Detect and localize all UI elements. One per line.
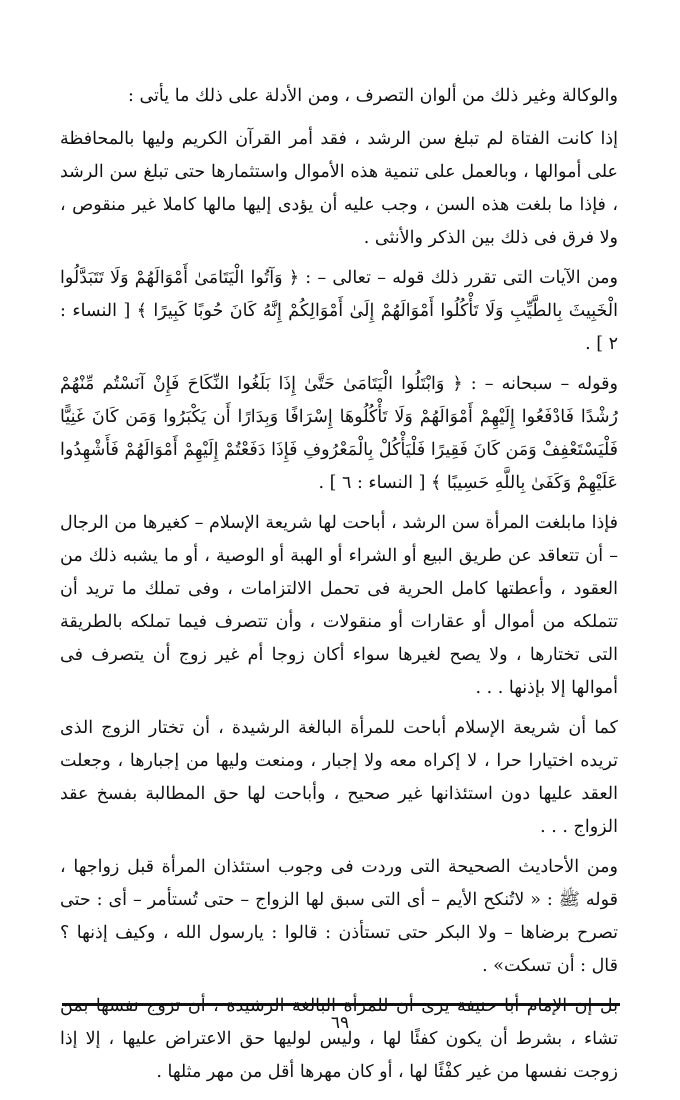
paragraph-5: فإذا مابلغت المرأة سن الرشد ، أباحت لها شريعة الإسلام – كغيرها من الرجال – أن تتعاقد عن طريق البيع أو الشراء أو الهبة أو الوصية ، أو ما يشبه ذلك من العقود ، وأعطتها كامل الحرية فى تحمل الالتزامات ، وفى تملك ما تريد أن تتملكه من أموال أو عقارات أو منقولات ، وأن تتصرف فيما تملكه بالطريقة التى تختارها ، ولا يصح لغيرها سواء أكان زوجا أم غير زوج أن يتصرف فى أموالها إلا بإذنها . . .	[60, 513, 618, 698]
paragraph-3-quran-verse: ومن الآيات التى تقرر ذلك قوله – تعالى – : ﴿ وَآتُوا الْيَتَامَىٰ أَمْوَالَهُمْ وَلَا تَتَبَدَّلُوا الْخَبِيثَ بِالطَّيِّبِ وَلَا تَأْكُلُوا أَمْوَالَهُمْ إِلَىٰ أَمْوَالِكُمْ إِنَّهُ كَانَ حُوبًا كَبِيرًا ﴾ [ النساء : ٢ ] .	[60, 268, 618, 354]
body-text	[60, 80, 618, 1096]
paragraph-2: إذا كانت الفتاة لم تبلغ سن الرشد ، فقد أمر القرآن الكريم وليها بالمحافظة على أموالها ، وبالعمل على تنمية هذه الأموال واستثمارها حتى تبلغ سن الرشد ، فإذا ما بلغت هذه السن ، وجب عليه أن يؤدى إليها مالها كاملا غير منقوص ، ولا فرق فى ذلك بين الذكر والأنثى .	[60, 129, 618, 248]
paragraph-4-quran-verse: وقوله – سبحانه – : ﴿ وَابْتَلُوا الْيَتَامَىٰ حَتَّىٰ إِذَا بَلَغُوا النِّكَاحَ فَإِنْ آنَسْتُم مِّنْهُمْ رُشْدًا فَادْفَعُوا إِلَيْهِمْ أَمْوَالَهُمْ وَلَا تَأْكُلُوهَا إِسْرَافًا وَبِدَارًا أَن يَكْبَرُوا وَمَن كَانَ غَنِيًّا فَلْيَسْتَعْفِفْ وَمَن كَانَ فَقِيرًا فَلْيَأْكُلْ بِالْمَعْرُوفِ فَإِذَا دَفَعْتُمْ إِلَيْهِمْ أَمْوَالَهُمْ فَأَشْهِدُوا عَلَيْهِمْ وَكَفَىٰ بِاللَّهِ حَسِيبًا ﴾ [ النساء : ٦ ] .	[60, 374, 618, 493]
paragraph-8: بل إن الإمام أبا حنيفة يرى أن للمرأة البالغة الرشيدة ، أن تزوج نفسها بمن تشاء ، بشرط أن يكون كفئًا لها ، وليس لوليها حق الاعتراض عليها ، إلا إذا زوجت نفسها من غير كفْئًا لها ، أو كان مهرها أقل من مهر مثلها .	[60, 996, 618, 1082]
paragraph-7-hadith: ومن الأحاديث الصحيحة التى وردت فى وجوب استئذان المرأة قبل زواجها ، قوله ﷺ : « لاتُنكح الأيم – أى التى سبق لها الزواج – حتى تُستأمر – أى : حتى تصرح برضاها – ولا البكر حتى تستأذن : قالوا : يارسول الله ، وكيف إذنها ؟ قال : أن تسكت» .	[60, 857, 618, 976]
page-number: ٦٩	[330, 1013, 350, 1033]
footer-divider	[62, 1003, 620, 1006]
paragraph-1: والوكالة وغير ذلك من ألوان التصرف ، ومن الأدلة على ذلك ما يأتى :	[128, 86, 618, 106]
paragraph-6: كما أن شريعة الإسلام أباحت للمرأة البالغة الرشيدة ، أن تختار الزوج الذى تريده اختيارا حرا ، لا إكراه معه ولا إجبار ، ومنعت وليها من إجبارها ، وجعلت العقد عليها دون استئذانها غير صحيح ، وأباحت لها حق المطالبة بفسخ عقد الزواج . . .	[60, 718, 618, 837]
